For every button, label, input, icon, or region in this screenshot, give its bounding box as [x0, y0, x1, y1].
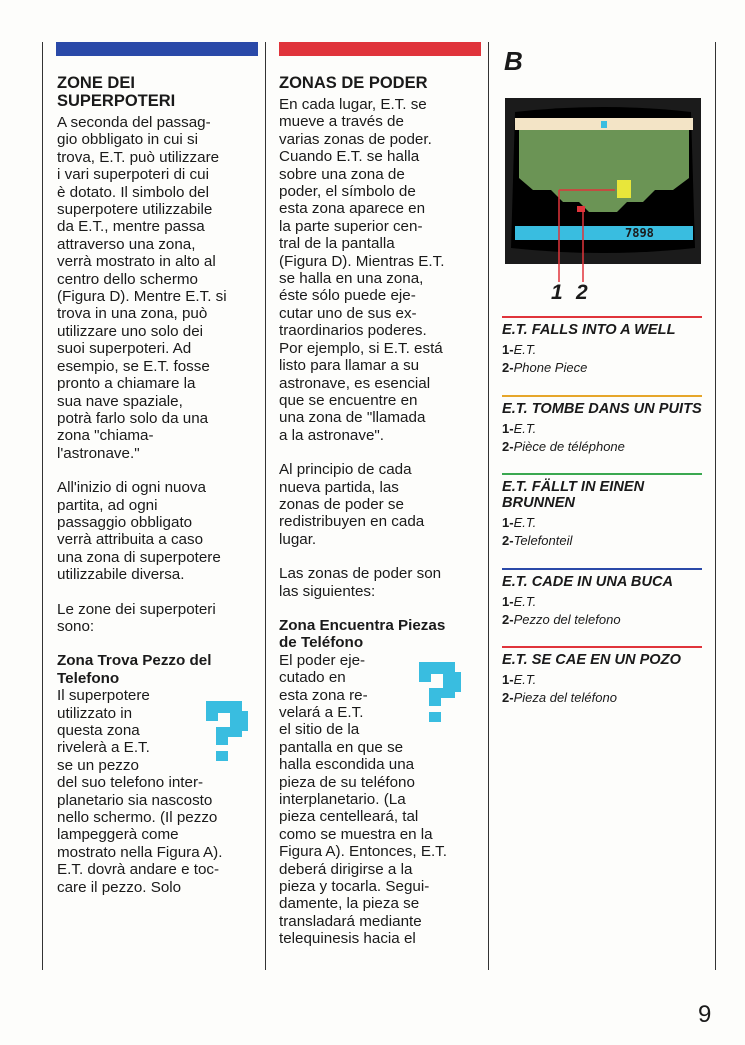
game-screen-svg [505, 98, 701, 264]
legend-item-2 [502, 689, 702, 707]
callout-number-2: 2 [576, 281, 588, 304]
paragraph [57, 601, 262, 636]
text-line: redistribuyen en cada [279, 513, 425, 531]
item-dash: - [509, 672, 514, 687]
callout-connector [505, 264, 701, 284]
text-line: Al principio de cada [279, 461, 412, 479]
item-number: 1 [502, 672, 510, 687]
text-line: l'astronave." [57, 444, 140, 462]
color-rule [502, 316, 702, 318]
item-text: Telefonteil [513, 532, 573, 548]
item-number: 1 [502, 515, 510, 530]
item-dash: - [509, 342, 514, 357]
text-line: pieza y tocarla. Segui- [279, 878, 430, 896]
item-text: Pieza del teléfono [513, 689, 617, 705]
page-number: 9 [698, 1001, 712, 1028]
column-divider [265, 42, 266, 970]
question-mark-icon [198, 695, 250, 765]
text-line: una zona di superpotere [57, 548, 221, 566]
translation-title [502, 322, 702, 338]
section-title-italian [57, 74, 262, 110]
legend-item-1 [502, 420, 702, 438]
section-title-spanish: ZONAS DE PODER [279, 74, 428, 92]
figure-label: B [504, 46, 523, 76]
column-divider [42, 42, 43, 970]
text-line: una zona de "llamada [279, 409, 426, 427]
score-readout: 7898 [625, 226, 654, 240]
text-line: sono: [57, 617, 95, 635]
legend-item-1 [502, 514, 702, 532]
text-line: telequinesis hacia el [279, 930, 416, 948]
title-text: E.T. CADE IN UNA BUCA [502, 574, 674, 590]
translation-title [502, 479, 702, 511]
legend-item-2 [502, 359, 702, 377]
text-line: utilizzabile diversa. [57, 566, 185, 584]
text-line: attraverso una zona, [57, 235, 196, 253]
text-line: planetario sia nascosto [57, 791, 213, 809]
item-dash: - [509, 594, 514, 609]
text-line: cutado en [279, 669, 346, 687]
text-line: superpotere utilizzabile [57, 201, 213, 219]
text-line: pieza de su teléfono [279, 773, 415, 791]
title-text: E.T. SE CAE EN UN POZO [502, 652, 681, 668]
phone-piece [577, 206, 585, 212]
text-line: mostrato nella Figura A). [57, 843, 223, 861]
text-line: pieza centelleará, tal [279, 808, 419, 826]
legend-item-1 [502, 341, 702, 359]
text-line: gio obbligato in cui si [57, 131, 198, 149]
text-line: suoi superpoteri. Ad [57, 340, 192, 358]
column-divider [715, 42, 716, 970]
text-line: halla escondida una [279, 756, 415, 774]
text-line: deberá dirigirse a la [279, 860, 413, 878]
text-line: listo para llamar a su [279, 357, 420, 375]
column-spanish [273, 42, 485, 948]
text-line: nueva partida, las [279, 478, 399, 496]
text-line: varias zonas de poder. [279, 130, 432, 148]
item-text: E.T. [513, 672, 537, 687]
color-rule [502, 646, 702, 648]
item-dash: - [509, 421, 514, 436]
text-line: Las zonas de poder son [279, 565, 442, 583]
text-line: zona "chiama- [57, 427, 154, 445]
text-line: trova in una zona, può [57, 305, 208, 323]
translation-title [502, 401, 702, 417]
item-number: 1 [502, 421, 510, 436]
text-line: velará a E.T. [279, 704, 364, 721]
text-line: como se muestra en la [279, 825, 433, 843]
item-text: E.T. [513, 342, 537, 357]
title-text: BRUNNEN [502, 495, 575, 511]
translation-block [502, 473, 702, 549]
text-line: utilizzare uno solo dei [57, 322, 204, 340]
item-dash: - [509, 689, 514, 705]
text-line: trova, E.T. può utilizzare [57, 148, 220, 166]
item-number: 2 [502, 689, 510, 705]
text-line: utilizzato in [57, 704, 133, 722]
callout-number-1: 1 [551, 281, 563, 304]
title-text: E.T. FALLS INTO A WELL [502, 322, 676, 338]
translation-block [502, 395, 702, 455]
text-line: Il superpotere [57, 687, 150, 705]
text-line: i vari superpoteri di cui [57, 166, 209, 184]
paragraph [57, 479, 262, 583]
column-figure [492, 42, 714, 74]
legend-item-2 [502, 438, 702, 456]
text-line: E.T. dovrà andare e toc- [57, 861, 220, 879]
text-line: lampeggerà come [57, 826, 179, 844]
text-line: esta zona aparece en [279, 200, 426, 218]
text-line: è dotato. Il simbolo del [57, 183, 209, 201]
subheading-line: Telefono [57, 669, 120, 687]
text-line: cutar uno de sus ex- [279, 304, 417, 322]
column-italian [50, 42, 262, 896]
spanish-body [279, 96, 485, 948]
color-rule [502, 568, 702, 570]
text-line: zonas de poder se [279, 495, 404, 513]
item-dash: - [509, 532, 514, 548]
text-line: centro dello schermo [57, 270, 198, 288]
paragraph [279, 565, 485, 600]
item-number: 1 [502, 342, 510, 357]
title-text: E.T. TOMBE DANS UN PUITS [502, 401, 702, 417]
text-line: la parte superior cen- [279, 217, 423, 235]
paragraph [57, 114, 262, 462]
item-text: E.T. [513, 594, 537, 609]
text-line: nello schermo. (Il pezzo [57, 809, 218, 827]
text-line: potrà farlo solo da una [57, 409, 209, 427]
text-line: El poder eje- [279, 651, 366, 669]
legend-item-1 [502, 593, 702, 611]
item-dash: - [509, 438, 514, 454]
text-line: esempio, se E.T. fosse [57, 357, 210, 375]
text-line: passaggio obbligato [57, 513, 193, 531]
item-number: 2 [502, 438, 510, 454]
text-line: transladará mediante [279, 912, 422, 930]
text-line: Figura A). Entonces, E.T. [279, 843, 447, 861]
zone-icon [601, 121, 607, 128]
text-line: mueve a través de [279, 113, 404, 131]
subheading-line: Zona Encuentra Piezas [279, 616, 446, 634]
text-line: del suo telefono inter- [57, 774, 204, 792]
et-character [617, 180, 631, 198]
subheading-line: de Teléfono [279, 634, 364, 652]
text-line: esta zona re- [279, 686, 368, 704]
title-line: ZONE DEI [57, 74, 135, 92]
text-line: pantalla en que se [279, 738, 404, 756]
text-line: verrà attribuita a caso [57, 531, 204, 549]
item-dash: - [509, 611, 514, 627]
paragraph [279, 96, 485, 444]
score-bar [515, 226, 693, 240]
title-line: SUPERPOTERI [57, 92, 176, 110]
blue-header-bar [56, 42, 258, 56]
text-line: se un pezzo [57, 756, 139, 774]
item-text: Pièce de téléphone [513, 438, 625, 454]
translation-title [502, 574, 702, 590]
text-line: (Figura D). Mentre E.T. si [57, 288, 227, 306]
italian-body [57, 114, 262, 896]
text-line: verrà mostrato in alto al [57, 253, 216, 271]
title-text: E.T. FÄLLT IN EINEN [502, 479, 645, 495]
text-line: interplanetario. (La [279, 791, 406, 809]
column-divider [488, 42, 489, 970]
subheading-line: Zona Trova Pezzo del [57, 652, 212, 670]
text-line: tral de la pantalla [279, 235, 395, 253]
text-line: Por ejemplo, si E.T. está [279, 339, 443, 357]
subheading [57, 652, 262, 687]
text-line: da E.T., mentre passa [57, 218, 205, 236]
paragraph [279, 461, 485, 548]
text-line: a la astronave". [279, 426, 385, 444]
text-line: se halla en una zona, [279, 270, 424, 288]
text-line: sua nave spaziale, [57, 392, 183, 410]
translation-block [502, 646, 702, 706]
text-line: lugar. [279, 530, 317, 548]
text-line: care il pezzo. Solo [57, 878, 182, 896]
translation-block [502, 316, 702, 376]
text-line: All'inizio di ogni nuova [57, 479, 206, 497]
item-text: E.T. [513, 515, 537, 530]
text-line: partita, ad ogni [57, 496, 158, 514]
item-number: 2 [502, 532, 510, 548]
text-line: astronave, es esencial [279, 374, 431, 392]
text-line: que se encuentre en [279, 391, 418, 409]
item-dash: - [509, 359, 514, 375]
color-rule [502, 473, 702, 475]
item-text: E.T. [513, 421, 537, 436]
subheading [279, 617, 485, 652]
text-line: éste sólo puede eje- [279, 287, 416, 305]
text-line: sobre una zona de [279, 165, 405, 183]
text-line: el sitio de la [279, 721, 360, 739]
text-line: traordinarios poderes. [279, 322, 427, 340]
item-number: 1 [502, 594, 510, 609]
translation-block [502, 568, 702, 628]
text-line: A seconda del passag- [57, 114, 211, 131]
text-line: pronto a chiamare la [57, 375, 196, 393]
legend-item-2 [502, 532, 702, 550]
game-screenshot [505, 98, 701, 264]
legend-item-2 [502, 611, 702, 629]
item-dash: - [509, 515, 514, 530]
text-line: Le zone dei superpoteri [57, 600, 216, 618]
text-line: En cada lugar, E.T. se [279, 96, 427, 113]
text-line: (Figura D). Mientras E.T. [279, 252, 445, 270]
text-line: Cuando E.T. se halla [279, 148, 420, 166]
translation-title [502, 652, 702, 668]
text-line: las siguientes: [279, 582, 376, 600]
item-text: Phone Piece [513, 359, 588, 375]
text-line: rivelerà a E.T. [57, 739, 150, 757]
text-line: poder, el símbolo de [279, 183, 416, 201]
text-line: damente, la pieza se [279, 895, 420, 913]
color-rule [502, 395, 702, 397]
question-mark-icon [411, 656, 463, 726]
item-number: 2 [502, 359, 510, 375]
red-header-bar [279, 42, 481, 56]
text-line: questa zona [57, 722, 140, 739]
item-number: 2 [502, 611, 510, 627]
legend-item-1 [502, 671, 702, 689]
item-text: Pezzo del telefono [513, 611, 621, 627]
